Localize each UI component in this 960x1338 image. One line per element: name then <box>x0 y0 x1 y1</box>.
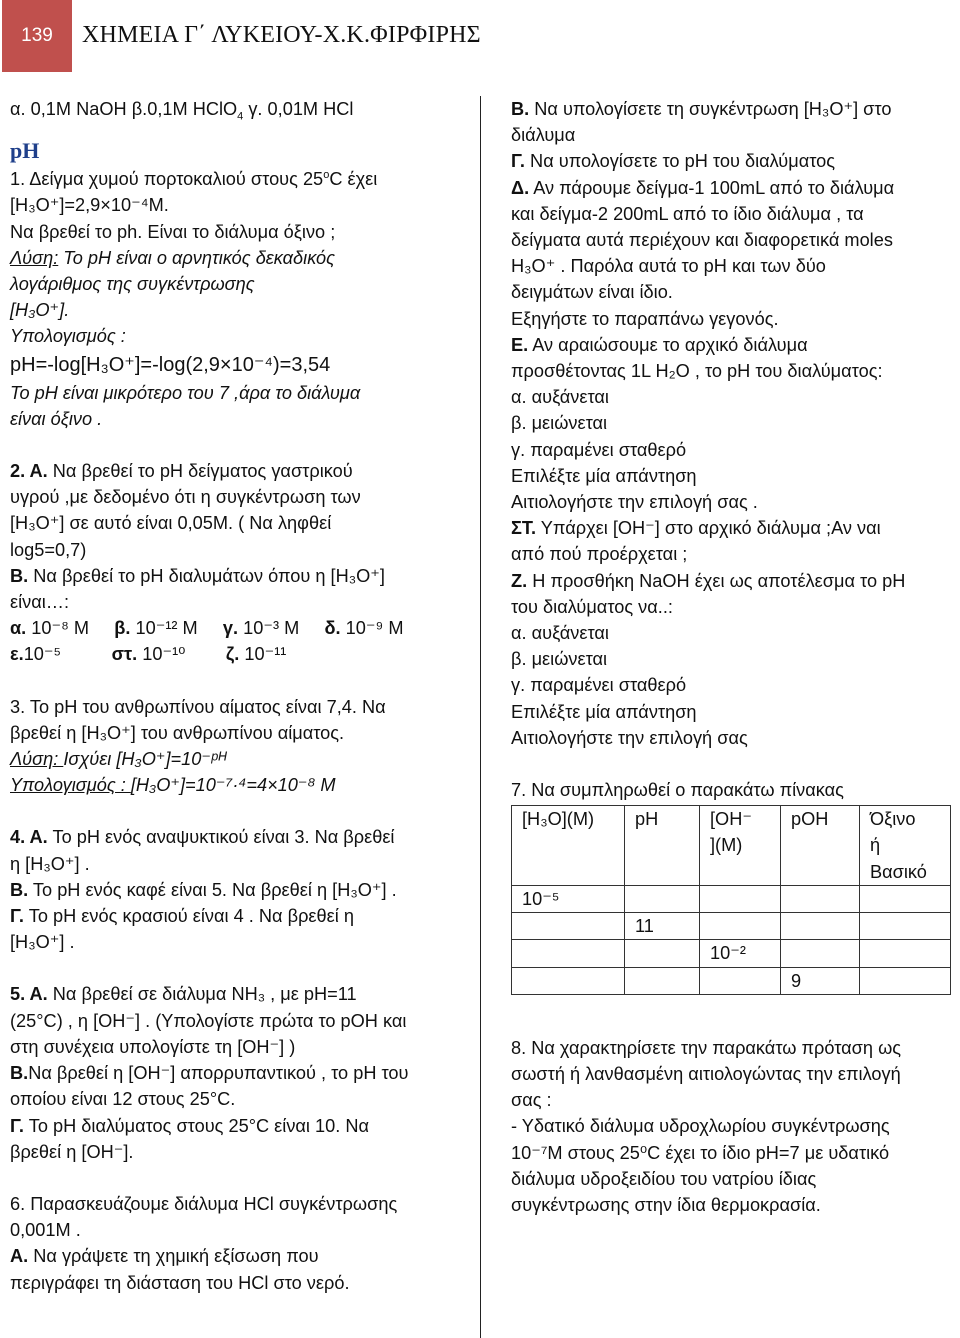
exercise-6: 6. Παρασκευάζουμε διάλυμα HCl συγκέντρωσης 0,001M . Α. Να γράψετε τη χημική εξίσωση που περιγράφει τη διάσταση του HCl στο νερό. <box>10 1193 398 1293</box>
options-row-2: ε.10⁻⁵ στ. 10⁻¹⁰ ζ. 10⁻¹¹ <box>10 644 287 665</box>
exercise-2: 2. Α. Να βρεθεί το pH δείγματος γαστρικού υγρού ,με δεδομένο ότι η συγκέντρωση των [H₃O⁺] σε αυτό είναι 0,05M. ( Να ληφθεί log5=0,7) Β. Να βρεθεί το pH διαλυμάτων όπου η [H₃O⁺] είναι…: α. 10⁻⁸ Μ β. 10⁻¹² Μ γ. 10⁻³ Μ δ. 10⁻⁹ Μ ε.10⁻⁵ στ. 10⁻¹⁰ ζ. 10⁻¹¹ <box>10 458 472 668</box>
page-header-title: ΧΗΜΕΙΑ Γ΄ ΛΥΚΕΙΟΥ-Χ.Κ.ΦΙΡΦΙΡΗΣ <box>82 22 481 48</box>
ph-formula: pH=-log[H₃O⁺]=-log(2,9×10⁻⁴)=3,54 <box>10 353 331 376</box>
left-column <box>10 96 472 1296</box>
exercise-3: 3. Το pH του ανθρωπίνου αίματος είναι 7,4. Να βρεθεί η [H₃O⁺] του ανθρωπίνου αίματος. Λύση: Ισχύει [H₃O⁺]=10⁻ᵖᴴ Υπολογισμός : [H₃O⁺]=10⁻⁷·⁴=4×10⁻⁸ M <box>10 696 386 796</box>
exercise-5: 5. Α. Να βρεθεί σε διάλυμα NH₃ , με pH=11 (25°C) , η [OH⁻] . (Υπολογίστε πρώτα το pOH και στη συνέχεια υπολογίστε τη [OH⁻] ) Β.Να βρεθεί η [OH⁻] απορρυπαντικού , το pH του οποίου είναι 12 στους 25°C. Γ. Το pH διαλύματος στους 25°C είναι 10. Να βρεθεί η [OH⁻]. <box>10 984 409 1162</box>
section-heading-ph: pH <box>10 138 40 164</box>
exercise-6-continued: Β. Να υπολογίσετε τη συγκέντρωση [H₃O⁺] στο διάλυμα Γ. Να υπολογίσετε το pH του διαλύματος Δ. Αν πάρουμε δείγμα-1 100mL από το διάλυμα και δείγμα-2 200mL από το ίδιο διάλυμα , τα δείγματα αυτά περιέχουν και διαφορετικά moles H₃O⁺ . Παρόλα αυτά το pH και των δύο δειγμάτων είναι ίδιο. Εξηγήστε το παραπάνω γεγονός. Ε. Αν αραιώσουμε το αρχικό διάλυμα προσθέτοντας 1L H₂O , το pH του διαλύματος: α. αυξάνεται β. μειώνεται γ. παραμένει σταθερό Επιλέξτε μία απάντηση Αιτιολογήστε την επιλογή σας . ΣΤ. Υπάρχει [OH⁻] στο αρχικό διάλυμα ;Αν ναι από πού προέρχεται ; Ζ. Η προσθήκη NaOH έχει ως αποτέλεσμα το pH του διαλύματος να..: α. αυξάνεται β. μειώνεται γ. παραμένει σταθερό Επιλέξτε μία απάντηση Αιτιολογήστε την επιλογή σας <box>511 99 906 748</box>
exercise-4: 4. Α. Το pH ενός αναψυκτικού είναι 3. Να βρεθεί η [H₃O⁺] . Β. Το pH ενός καφέ είναι 5. Να βρεθεί η [H₃O⁺] . Γ. Το pH ενός κρασιού είναι 4 . Να βρεθεί η [H₃O⁺] . <box>10 827 397 953</box>
exercise-7 <box>511 777 951 995</box>
table-row: 11 <box>512 913 951 940</box>
table-header-row: [H₃O](M) pH [OH⁻ ](M) pOH Όξινο ή Βασικό <box>512 806 951 886</box>
exercise-1: 1. Δείγμα χυμού πορτοκαλιού στους 25$^o$C έχει [H₃O⁺]=2,9×10⁻⁴M. Να βρεθεί το ph. Είναι το διάλυμα όξινο ; Λύση: Το pH είναι ο αρνητικός δεκαδικός λογάριθμος της συγκέντρωσης [H₃O⁺]. Υπολογισμός : pH=-log[H₃O⁺]=-log(2,9×10⁻⁴)=3,54 Το pH είναι μικρότερο του 7 ,άρα το διάλυμα είναι όξινο . <box>10 166 472 432</box>
options-row-1: α. 10⁻⁸ Μ β. 10⁻¹² Μ γ. 10⁻³ Μ δ. 10⁻⁹ Μ <box>10 618 404 639</box>
table-row: 10⁻² <box>512 940 951 967</box>
table-row: 9 <box>512 967 951 994</box>
table-row: 10⁻⁵ <box>512 885 951 912</box>
page-number-badge: 139 <box>2 0 72 72</box>
ph-table <box>511 805 951 994</box>
exercise-8: 8. Να χαρακτηρίσετε την παρακάτω πρόταση ως σωστή ή λανθασμένη αιτιολογώντας την επιλογή σας : - Υδατικό διάλυμα υδροχλωρίου συγκέντρωσης 10⁻⁷M στους 25⁰C έχει το ίδιο pH=7 με υδατικό διάλυμα υδροξειδίου του νατρίου ίδιας συγκέντρωσης στην ίδια θερμοκρασία. <box>511 1037 902 1215</box>
column-divider <box>480 96 481 1338</box>
table-title: 7. Να συμπληρωθεί ο παρακάτω πίνακας <box>511 780 844 801</box>
right-column <box>511 96 951 1218</box>
solutions-line: α. 0,1M NaOH β.0,1M HClO$_4$ γ. 0,01M HCl <box>10 99 354 123</box>
